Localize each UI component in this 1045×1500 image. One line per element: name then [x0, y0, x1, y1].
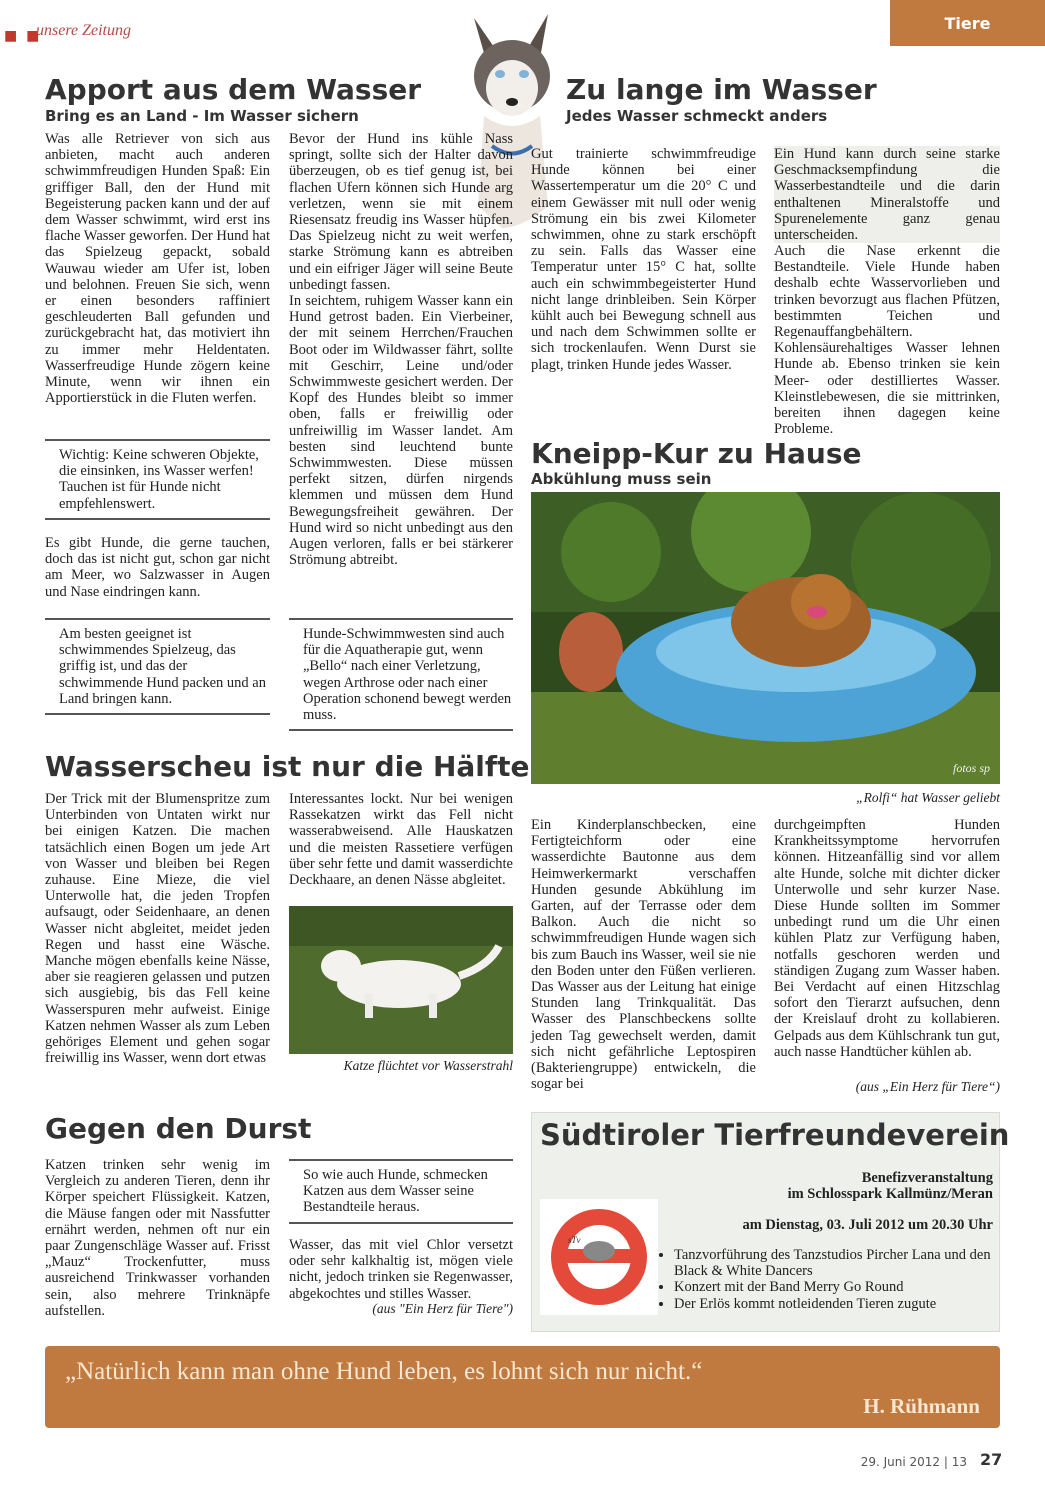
promo-line2: im Schlosspark Kallmünz/Meran — [787, 1186, 993, 1202]
article-title-wasserscheu: Wasserscheu ist nur die Hälfte — [45, 750, 530, 783]
info-box-apport-3: Hunde-Schwimmwesten sind auch für die Aquatherapie gut, wenn „Bello“ nach einer Verletzung, wegen Arthrose oder nach einer Operation schonend bewegt werden muss. — [289, 618, 513, 731]
article-zu-lange-col1: Gut trainierte schwimmfreudige Hunde können bei einer Wassertemperatur um die 20° C und einem Gewässer mit null oder wenig Strömung ein bis zwei Kilometer schwimmen, ohne zu stark erschöpft zu sein. Falls das Wasser eine Temperatur unter 15° C hat, sollte auch ein schwimmbegeisterter Hund nicht lange drinbleiben. Sein Körper kühlt auch bei Bewegung schnell aus und nach dem Schwimmen sollte er sich trockenlaufen. Wenn Durst sie plagt, trinken Hunde jedes Wasser. — [531, 146, 756, 373]
info-box-apport-1: Wichtig: Keine schweren Objekte, die einsinken, ins Wasser werfen! Tauchen ist für Hunde nicht empfehlenswert. — [45, 439, 270, 520]
article-kneipp-col2: durchgeimpften Hunden Krankheitssymptome hervorrufen können. Hitzeanfällig sind vor allem alte Hunde, solche mit dichter dicker Unterwolle und sehr kurzer Nase. Diese Hunde sollten im Sommer unbedingt rund um die Uhr einen kühlen Platz zur Verfügung haben, notfalls geschoren werden und ständigen Zugang zum Wasser haben. Bei Verdacht auf einen Hitzschlag sofort den Tierarzt aufsuchen, denn der Kreislauf droht zu kollabieren. Gelpads aus dem Kühlschrank tun gut, auch nasse Handtücher kühlen ab. — [774, 817, 1000, 1060]
promo-title: Südtiroler Tierfreundeverein — [540, 1118, 1010, 1152]
article-apport-col1: Was alle Retriever von sich aus anbieten, macht auch anderen schwimmfreudigen Hunden Spaß: Ein griffiger Ball, den der Hund mit Begeisterung packen kann und der auf dem Wasser schwimmt, wird erst ins flache Wasser geworfen. Der Hund hat das Spielzeug gepackt, sobald Wauwau wieder am Ufer ist, loben und belohnen. Freuen Sie sich, wenn er einen besonders raffiniert geschleuderten Ball gefunden und zurückgebracht hat, das motiviert ihn zu immer mehr Heldentaten. Wasserfreudige Hunde zögern keine Minute, wenn wir ihnen ein Apportierstück in die Fluten werfen. — [45, 131, 270, 407]
article-wasserscheu-col2: Interessantes lockt. Nur bei wenigen Rassekatzen wirkt das Fell nicht wasserabweisend. Alle Hauskatzen und die meisten Rassetiere verfügen über sehr fette und damit wasserdichte Deckhaare, an denen Nässe abgleitet. — [289, 791, 513, 889]
article-durst-source: (aus "Ein Herz für Tiere") — [372, 1301, 513, 1316]
promo-bullets — [658, 1247, 1009, 1312]
article-subtitle-apport: Bring es an Land - Im Wasser sichern — [45, 107, 359, 125]
header-dots: ■ ■ — [4, 28, 42, 44]
promo-bullet: • Der Erlös kommt notleidenden Tieren zugute — [674, 1296, 1009, 1312]
article-durst-col2: Wasser, das mit viel Chlor versetzt oder sehr kalkhaltig ist, mögen viele nicht, jedoch trinken sie Regenwasser, abgekochtes und stilles Wasser. — [289, 1237, 513, 1302]
article-kneipp-source: (aus „Ein Herz für Tiere“) — [855, 1079, 1000, 1094]
article-subtitle-zu-lange: Jedes Wasser schmeckt anders — [566, 107, 828, 125]
article-subtitle-kneipp: Abkühlung muss sein — [531, 470, 712, 488]
article-title-zu-lange: Zu lange im Wasser — [566, 73, 877, 106]
section-tab[interactable]: Tiere — [890, 0, 1045, 46]
article-apport-col2: Bevor der Hund ins kühle Nass springt, sollte sich der Halter davon überzeugen, ob es tief genug ist, bei flachen Ufern können sich Hunde arg verletzen, wenn sie mit einem Riesensatz freudig ins Wasser hüpfen. Das Spielzeug nicht zu weit werfen, starke Strömung kann es abtreiben und ein eifriger Jäger will seine Beute unbedingt fassen. In seichtem, ruhigem Wasser kann ein Hund getrost baden. Ein Vierbeiner, der mit seinem Herrchen/Frauchen Boot oder im Wildwasser fährt, sollte mit Geschirr, Leine und/oder Schwimmweste gesichert werden. Der Kopf des Hundes bleibt so immer oben, falls er freiwillig oder unfreiwillig im Wasser landet. Am besten sind leuchtend bunte Schwimmwesten. Diese müssen perfekt sitzen, dürfen nirgends klemmen und müssen dem Hund Bewegungsfreiheit gewähren. Der Hund wird so nicht unbedingt aus den Augen verloren, falls er bei stärkerer Strömung abtreibt. — [289, 131, 513, 569]
cat-photo-caption: Katze flüchtet vor Wasserstrahl — [343, 1058, 513, 1073]
logo-abbreviation: sTv — [568, 1235, 581, 1245]
promo-bullet: • Tanzvorführung des Tanzstudios Pircher Lana und den Black & White Dancers — [674, 1247, 1009, 1279]
article-title-kneipp: Kneipp-Kur zu Hause — [531, 437, 862, 470]
promo-box — [531, 1112, 1010, 1332]
publication-logo: unsere Zeitung — [36, 22, 131, 39]
promo-date: am Dienstag, 03. Juli 2012 um 20.30 Uhr — [742, 1217, 993, 1233]
dog-pool-photo — [531, 492, 1000, 784]
dog-photo-caption: „Rolfi“ hat Wasser geliebt — [856, 790, 1000, 805]
footer-date-issue: 29. Juni 2012 | 13 — [860, 1455, 967, 1469]
promo-venue — [788, 1170, 993, 1202]
article-title-apport: Apport aus dem Wasser — [45, 73, 422, 106]
article-zu-lange-col2: Auch die Nase erkennt die Bestandteile. Viele Hunde haben deshalb echte Wasservorlieben und trinken bevorzugt aus flachen Pfützen, bestimmten Teichen und Regenauffangbehältern. Kohlensäurehaltiges Wasser lehnen Hunde ab. Ebenso trinken sie kein Meer- oder destilliertes Wasser. Kleinstlebewesen, die sie mittrinken, bereiten ihnen dagegen keine Probleme. — [774, 243, 1000, 438]
quote-banner — [45, 1346, 1000, 1428]
page-number: 27 — [980, 1450, 1003, 1469]
article-title-durst: Gegen den Durst — [45, 1112, 312, 1145]
promo-bullet: • Konzert mit der Band Merry Go Round — [674, 1279, 1009, 1295]
article-kneipp-col1: Ein Kinderplanschbecken, eine Fertigteichform oder eine wasserdichte Bautonne aus dem Heimwerkermarkt verschaffen Hunden gesunde Abkühlung im Garten, auf der Terrasse oder dem Balkon. Auch die nicht so schwimmfreudigen Hunde wagen sich bis zum Bauch ins Wasser, weil sie nie den Boden unter den Füßen verlieren. Das Wasser aus der Leitung hat einige Stunden lang Trinkqualität. Das Wasser des Planschbeckens sollte jeden Tag gewechselt werden, damit sich nicht gefährliche Leptospiren (Bakteriengruppe) entwickeln, die sogar bei — [531, 817, 756, 1093]
tierfreundeverein-logo — [540, 1199, 658, 1315]
info-box-apport-2: Am besten geeignet ist schwimmendes Spielzeug, das griffig ist, und das der schwimmende Hund packen und an Land bringen kann. — [45, 618, 270, 715]
article-apport-para2: Es gibt Hunde, die gerne tauchen, doch das ist nicht gut, schon gar nicht am Meer, wo Salzwasser in Augen und Nase eindringen kann. — [45, 535, 270, 600]
cat-photo — [289, 906, 513, 1054]
article-durst-col1: Katzen trinken sehr wenig im Vergleich zu anderen Tieren, denn ihr Körper speichert Flüssigkeit. Katzen, die Mäuse fangen oder mit Nassfutter ernährt werden, nehmen oft nur ein paar Zungenschläge Wasser auf. Frisst „Mauz“ Trockenfutter, muss ausreichend Trinkwasser vorhanden sein, also mehrere Trinknäpfe aufstellen. — [45, 1157, 270, 1319]
article-wasserscheu-col1: Der Trick mit der Blumenspritze zum Unterbinden von Untaten wirkt nur bei einigen Katzen. Die machen tatsächlich einen Bogen um jede Art von Wasser und bleiben bei Regen zuhause. Eine Mieze, die viel Unterwolle hat, die jeden Tropfen aufsaugt, oder Seidenhaare, an denen Wasser nicht abgleitet, meidet jeden Regen und hasst eine Wäsche. Manche mögen ebenfalls keine Nässe, aber sie reagieren gelassen und putzen sich ausgiebig, bis das Fell keine Wasserspuren mehr aufweist. Einige Katzen nehmen Wasser als zum Leben gehöriges Element und gehen sogar freiwillig ins Wasser, wenn dort etwas — [45, 791, 270, 1067]
quote-text: „Natürlich kann man ohne Hund leben, es lohnt sich nur nicht.“ — [65, 1358, 703, 1385]
promo-line1: Benefizveranstaltung — [861, 1170, 993, 1186]
quote-author: H. Rühmann — [863, 1394, 980, 1418]
article-zu-lange-highlight: Ein Hund kann durch seine starke Geschmacksempfindung die Wasserbestandteile und die darin enthaltenen Mineralstoffe und Spurenelemente ganz genau unterscheiden. — [774, 146, 1000, 244]
info-box-durst: So wie auch Hunde, schmecken Katzen aus dem Wasser seine Bestandteile heraus. — [289, 1159, 513, 1224]
photo-credit: fotos sp — [952, 761, 990, 775]
